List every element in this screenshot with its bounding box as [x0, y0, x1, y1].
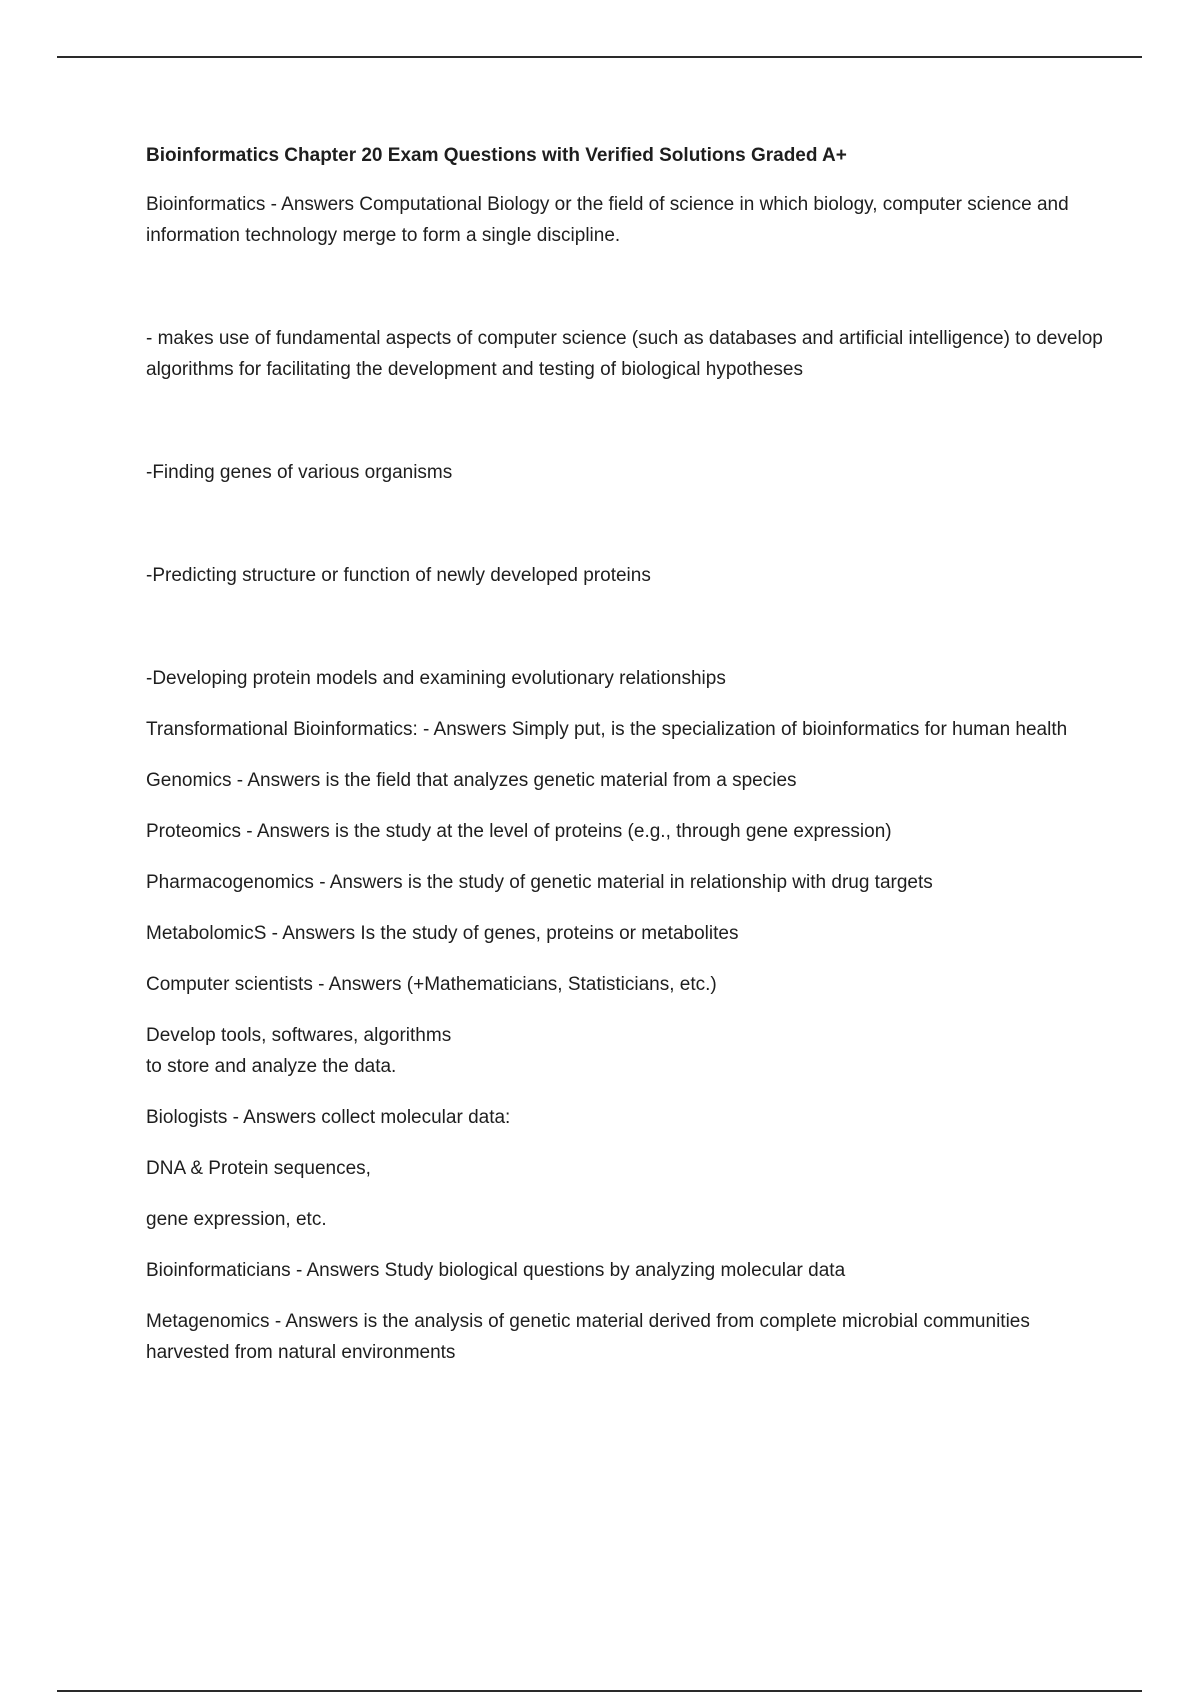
paragraph: Transformational Bioinformatics: - Answers Simply put, is the specialization of bioinformatics for human health: [146, 719, 1068, 740]
paragraph: Computer scientists - Answers (+Mathematicians, Statisticians, etc.): [146, 974, 717, 995]
paragraph: -Developing protein models and examining evolutionary relationships: [146, 668, 726, 689]
paragraph: Bioinformatics - Answers Computational Biology or the field of science in which biology, computer science and information technology merge to form a single discipline.: [146, 194, 1069, 246]
paragraph: Metagenomics - Answers is the analysis of genetic material derived from complete microbial communities harvested from natural environments: [146, 1311, 1030, 1363]
bottom-divider: [57, 1690, 1142, 1692]
paragraph: Biologists - Answers collect molecular data:: [146, 1107, 511, 1128]
top-divider: [57, 56, 1142, 58]
paragraph: Bioinformaticians - Answers Study biological questions by analyzing molecular data: [146, 1260, 846, 1281]
paragraph: Develop tools, softwares, algorithms: [146, 1025, 452, 1046]
paragraph: Proteomics - Answers is the study at the level of proteins (e.g., through gene expression): [146, 821, 892, 842]
paragraph: -Finding genes of various organisms: [146, 462, 453, 483]
paragraph: to store and analyze the data.: [146, 1056, 397, 1077]
paragraph: gene expression, etc.: [146, 1209, 327, 1230]
paragraph: Pharmacogenomics - Answers is the study of genetic material in relationship with drug targets: [146, 872, 933, 893]
paragraph: - makes use of fundamental aspects of computer science (such as databases and artificial intelligence) to develop algorithms for facilitating the development and testing of biological hypotheses: [146, 328, 1103, 380]
paragraph: DNA & Protein sequences,: [146, 1158, 371, 1179]
paragraph: Genomics - Answers is the field that analyzes genetic material from a species: [146, 770, 797, 791]
document-title: Bioinformatics Chapter 20 Exam Questions with Verified Solutions Graded A+: [146, 145, 847, 166]
paragraph: -Predicting structure or function of newly developed proteins: [146, 565, 651, 586]
paragraph: MetabolomicS - Answers Is the study of genes, proteins or metabolites: [146, 923, 739, 944]
document-body: [146, 140, 1106, 1388]
